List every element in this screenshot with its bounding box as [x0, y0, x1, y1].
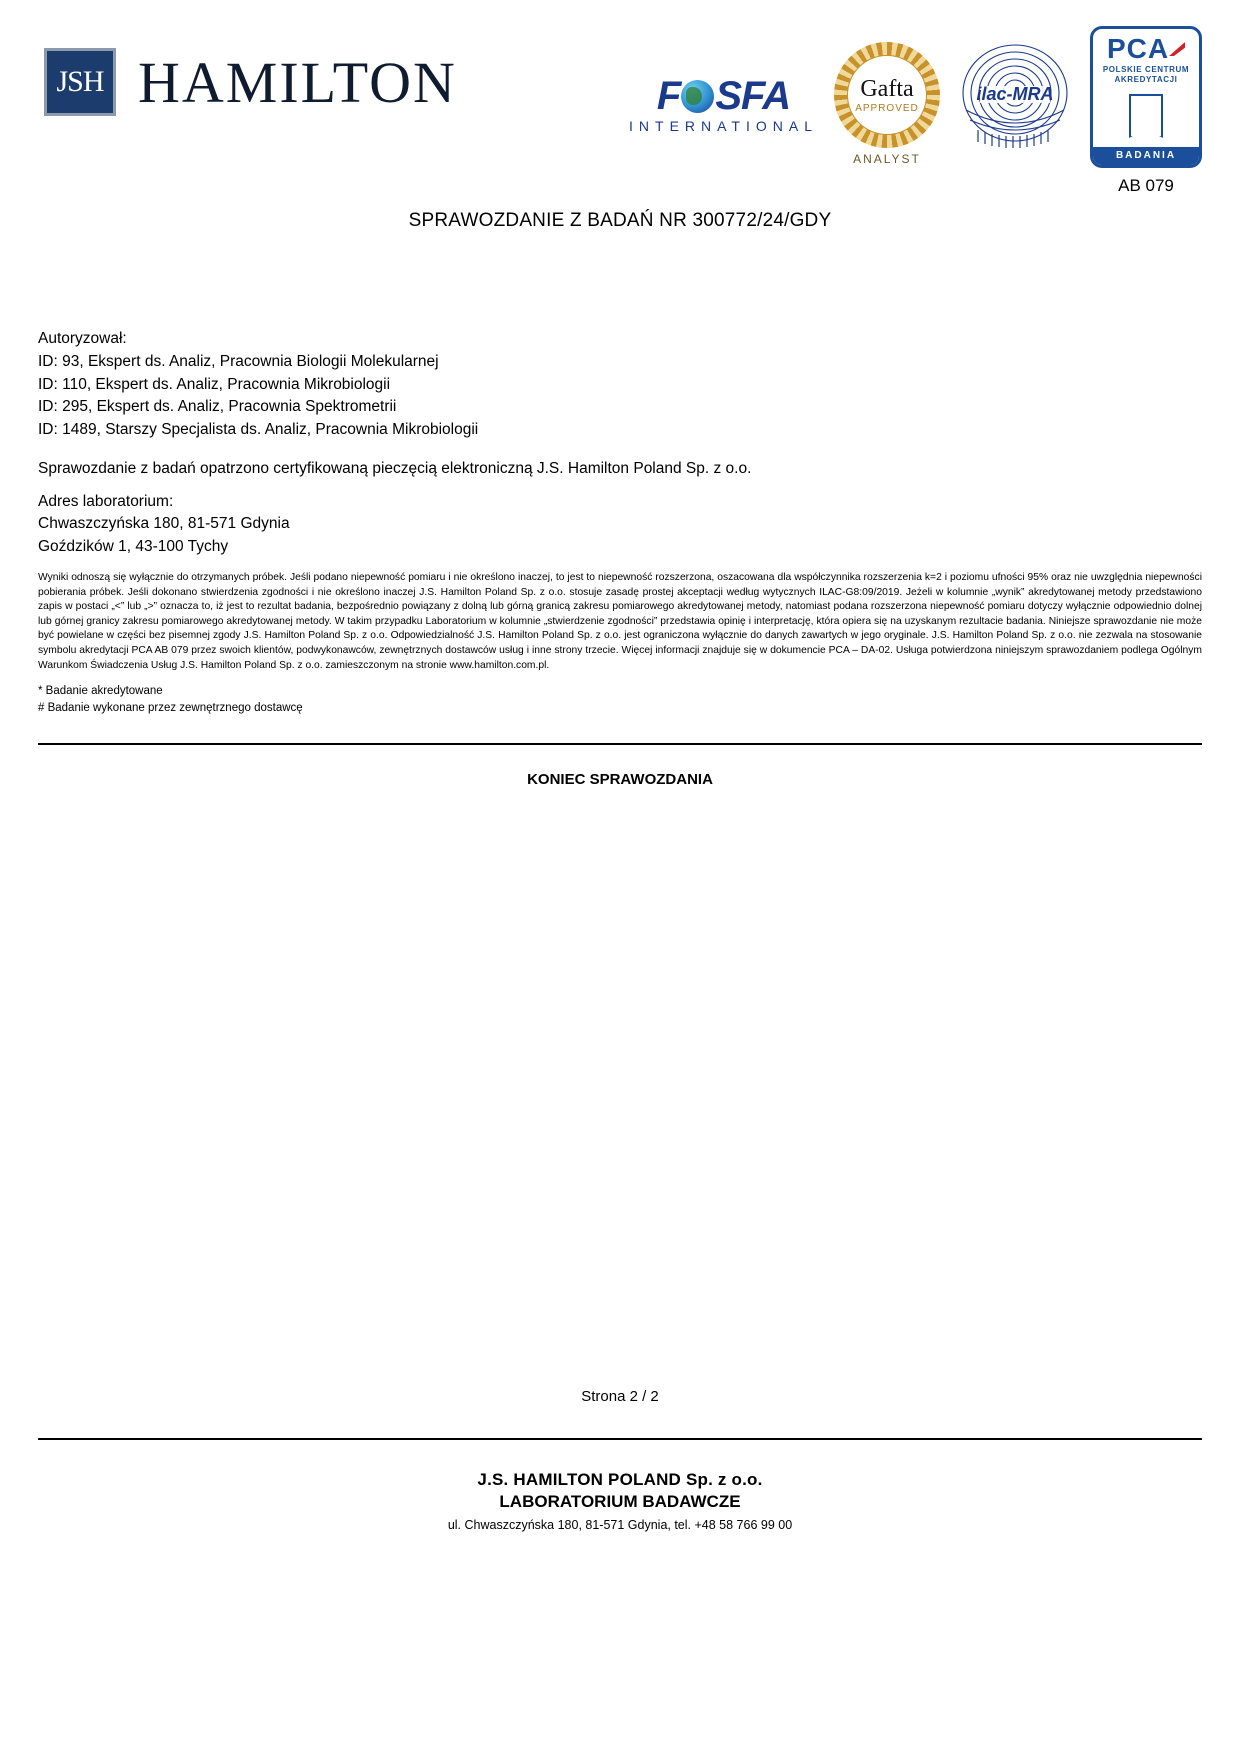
section-divider	[38, 743, 1202, 745]
footnotes	[38, 683, 1202, 716]
gafta-role: ANALYST	[853, 152, 921, 166]
pca-accreditation-code: AB 079	[1118, 176, 1174, 195]
end-of-report-label: KONIEC SPRAWOZDANIA	[527, 770, 713, 788]
pca-flag-icon	[1129, 94, 1163, 138]
gafta-status: APPROVED	[855, 102, 919, 114]
page-number: Strona 2 / 2	[581, 1388, 659, 1405]
footer-divider	[38, 1438, 1202, 1440]
fosfa-subtitle: INTERNATIONAL	[629, 118, 818, 134]
fosfa-letter-f: F	[656, 74, 681, 118]
page-title: SPRAWOZDANIE Z BADAŃ NR 300772/24/GDY	[408, 210, 832, 231]
ilac-mra-icon	[956, 38, 1074, 156]
report-body	[38, 328, 1202, 717]
electronic-seal-note: Sprawozdanie z badań opatrzono certyfikowaną pieczęcią elektroniczną J.S. Hamilton Poland Sp. z o.o.	[38, 459, 752, 477]
ilac-wordmark: ilac-MRA	[976, 84, 1054, 104]
hamilton-logo	[44, 48, 457, 116]
authorization-heading: Autoryzował:	[38, 330, 127, 347]
pca-scope: BADANIA	[1093, 147, 1199, 165]
fosfa-letters-sfa: SFA	[715, 74, 791, 118]
brand-name: HAMILTON	[138, 49, 457, 115]
ilac-mra-logo	[956, 38, 1074, 156]
fosfa-wordmark	[629, 76, 818, 116]
document-header	[38, 0, 1202, 195]
footnote-external: # Badanie wykonane przez zewnętrznego dostawcę	[38, 701, 303, 714]
gafta-logo	[834, 18, 940, 166]
footnote-accredited: * Badanie akredytowane	[38, 685, 163, 698]
footer-contact: ul. Chwaszczyńska 180, 81-571 Gdynia, tel. +48 58 766 99 00	[447, 1518, 793, 1532]
authorization-entry: ID: 295, Ekspert ds. Analiz, Pracownia Spektrometrii	[38, 398, 397, 416]
gafta-seal-icon	[834, 42, 940, 148]
authorization-entry: ID: 93, Ekspert ds. Analiz, Pracownia Biologii Molekularnej	[38, 352, 439, 370]
footer-unit-name: LABORATORIUM BADAWCZE	[499, 1492, 741, 1511]
jsh-monogram-icon: JSH	[44, 48, 116, 116]
document-footer	[0, 1470, 1240, 1532]
lab-address-heading: Adres laboratorium:	[38, 492, 174, 510]
lab-address-line-2: Goździków 1, 43-100 Tychy	[38, 538, 229, 556]
pca-badge-icon	[1090, 26, 1202, 168]
authorization-entry: ID: 110, Ekspert ds. Analiz, Pracownia Mikrobiologii	[38, 375, 391, 393]
footer-company-name: J.S. HAMILTON POLAND Sp. z o.o.	[477, 1470, 763, 1489]
fosfa-logo	[629, 76, 818, 134]
pca-name: PCA	[1107, 33, 1185, 65]
pca-swoosh-icon	[1169, 42, 1185, 56]
accreditation-logos	[629, 18, 1202, 196]
authorization-entry: ID: 1489, Starszy Specjalista ds. Analiz, Pracownia Mikrobiologii	[38, 421, 479, 439]
legal-disclaimer	[38, 571, 1202, 673]
legal-disclaimer-text: Wyniki odnoszą się wyłącznie do otrzymanych próbek. Jeśli podano niepewność pomiaru i nie określono inaczej, to jest to niepewność rozszerzona, oszacowana dla współczynnika rozszerzenia k=2 i poziomu ufności 95% oraz nie uwzględnia niepewności pobierania próbek. Jeśli dokonano stwierdzenia zgodności i nie określono inaczej J.S. Hamilton Poland Sp. z o.o. stosuje zasadę prostej akceptacji według wytycznych ILAC-G8:09/2019. Jeżeli w kolumnie „wynik” akredytowanej metody przedstawiono zapis w postaci „<” lub „>” oznacza to, iż jest to rezultat badania, bezpośrednio powiązany z dolną lub górną granicą zakresu pomiarowego akredytowanej metody, natomiast podana rozszerzona niepewność pomiaru dotyczy wyłącznie odpowiednio dolnej lub górnej granicy zakresu pomiarowego akredytowanej metody. W takim przypadku Laboratorium w kolumnie „stwierdzenie zgodności” przedstawia opinię i interpretację, która opiera się na uzyskanym rezultacie badania. Niniejsze sprawozdanie nie może być powielane w części bez pisemnej zgody J.S. Hamilton Poland Sp. z o.o. Odpowiedzialność J.S. Hamilton Poland Sp. z o.o. jest ograniczona wyłącznie do danych zawartych w jego oryginale. J.S. Hamilton Poland Sp. z o.o. nie zezwala na stosowanie symbolu akredytacji PCA AB 079 przez swoich klientów, podwykonawców, zewnętrznych dostawców usług i inne strony trzecie. Więcej informacji znajduje się w dokumencie PCA – DA-02. Usługa potwierdzona niniejszym sprawozdaniem podlega Ogólnym Warunkom Świadczenia Usług J.S. Hamilton Poland Sp. z o.o. zamieszczonym na stronie www.hamilton.com.pl.	[38, 572, 1202, 671]
lab-address-line-1: Chwaszczyńska 180, 81-571 Gdynia	[38, 515, 290, 533]
pca-subtitle: POLSKIE CENTRUM AKREDYTACJI	[1102, 65, 1190, 84]
pca-logo	[1090, 26, 1202, 196]
globe-icon	[681, 80, 714, 113]
gafta-name: Gafta	[860, 75, 914, 102]
